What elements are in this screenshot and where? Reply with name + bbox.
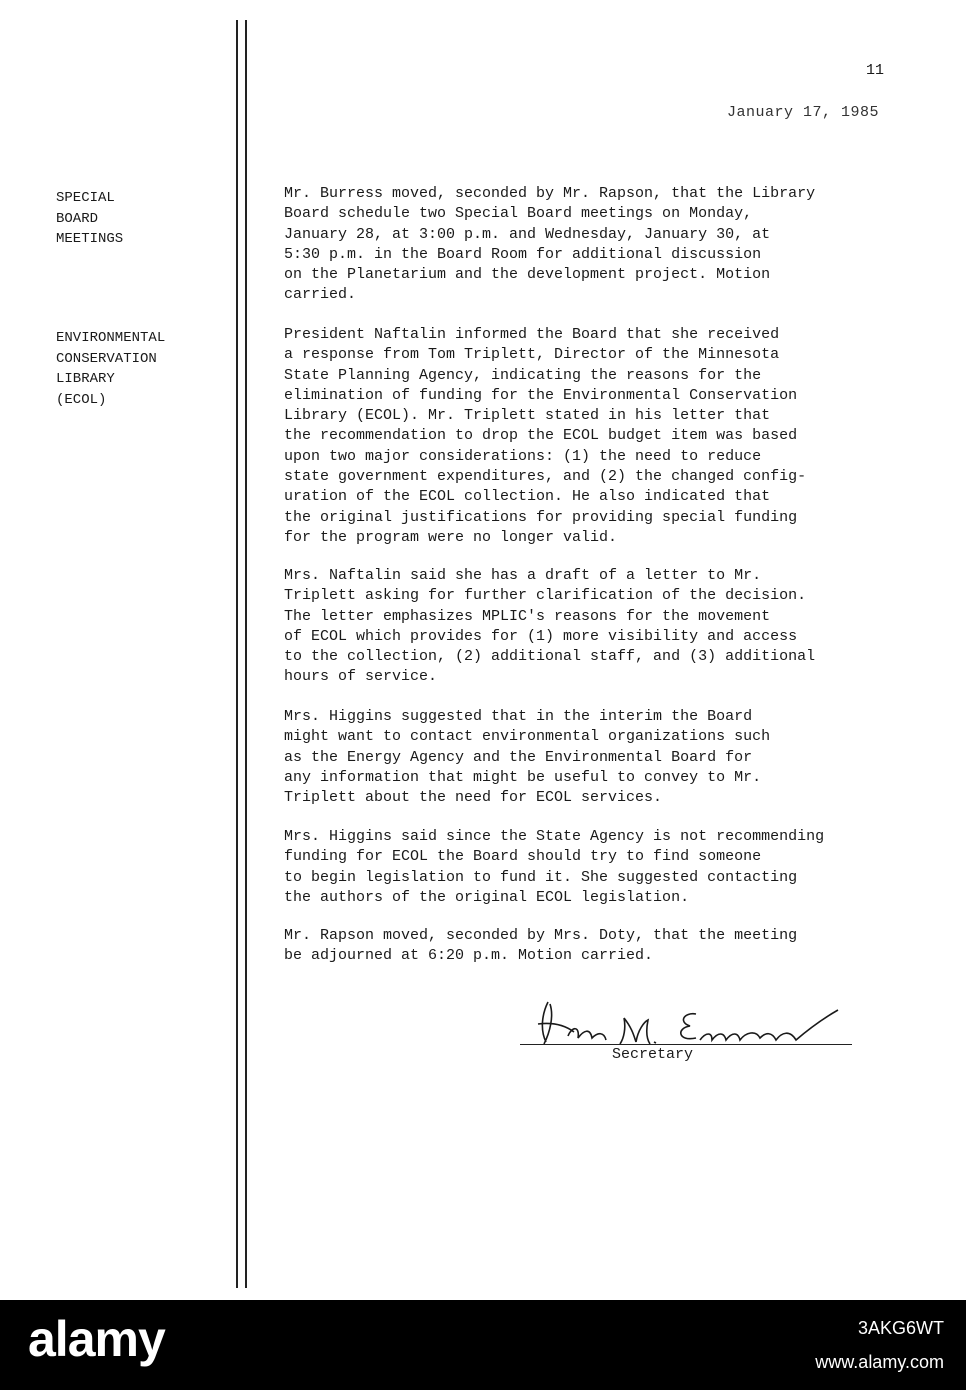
margin-heading-special-board-meetings: SPECIAL BOARD MEETINGS [56, 190, 124, 247]
page-number: 11 [865, 62, 884, 79]
margin-rule-left [236, 20, 238, 1288]
footer-logo: alamy [28, 1311, 165, 1367]
paragraph-higgins-suggestion: Mrs. Higgins suggested that in the interim the Board might want to contact environmental organizations such as the Energy Agency and the Environmental Board for any information that might be useful to convey to Mr. Triplett about the need for ECOL services. [284, 708, 771, 807]
footer-image-id: 3AKG6WT [857, 1318, 944, 1338]
paragraph-triplett-response: President Naftalin informed the Board that she received a response from Tom Triplett, Director of the Minnesota State Planning Agency, indicating the reasons for the elimination of funding for the Environmental Conservation Library (ECOL). Mr. Triplett stated in his letter that the recommendation to drop the ECOL budget item was based upon two major considerations: (1) the need to reduce state government expenditures, and (2) the changed config- uration of the ECOL collection. He also indicated that the original justifications for providing special funding for the program were no longer valid. [284, 326, 807, 546]
paragraph-naftalin-letter: Mrs. Naftalin said she has a draft of a letter to Mr. Triplett asking for further clarification of the decision. The letter emphasizes MPLIC's reasons for the movement of ECOL which provides for (1) more visibility and access to the collection, (2) additional staff, and (3) additional hours of service. [284, 567, 816, 686]
paragraph-special-meetings-motion: Mr. Burress moved, seconded by Mr. Rapson, that the Library Board schedule two Special Board meetings on Monday, January 28, at 3:00 p.m. and Wednesday, January 30, at 5:30 p.m. in the Board Room for additional discussion on the Planetarium and the development project. Motion carried. [284, 185, 816, 304]
signature-line [520, 1044, 852, 1045]
signature-title: Secretary [612, 1046, 694, 1063]
paragraph-higgins-legislation: Mrs. Higgins said since the State Agency is not recommending funding for ECOL the Board should try to find someone to begin legislation to fund it. She suggested contacting the authors of the original ECOL legislation. [284, 828, 825, 906]
footer-url: www.alamy.com [815, 1352, 944, 1372]
margin-rule-right [245, 20, 247, 1288]
margin-heading-ecol: ENVIRONMENTAL CONSERVATION LIBRARY (ECOL) [56, 330, 166, 408]
document-date: January 17, 1985 [727, 104, 880, 121]
paragraph-adjournment-motion: Mr. Rapson moved, seconded by Mrs. Doty, that the meeting be adjourned at 6:20 p.m. Motion carried. [284, 927, 798, 965]
